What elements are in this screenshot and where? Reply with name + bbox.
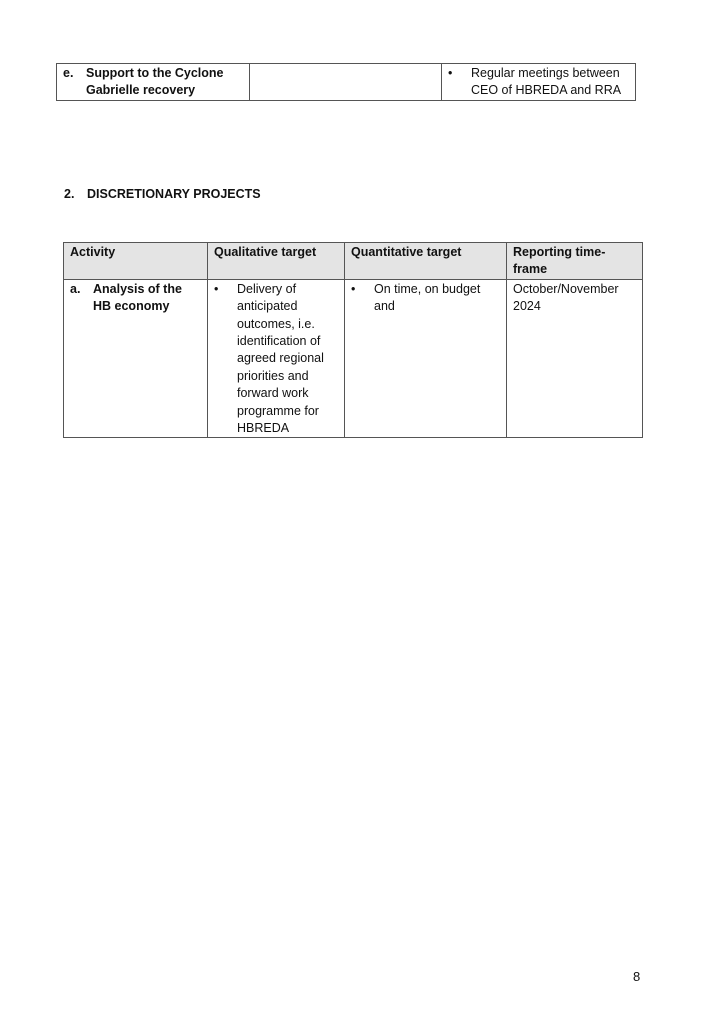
bullet-icon: • (214, 281, 219, 296)
discretionary-projects-table (63, 242, 643, 438)
bullet-icon: • (351, 281, 356, 296)
activity-text: Analysis of the HB economy (93, 281, 182, 314)
header-quantitative: Quantitative target (345, 243, 507, 280)
reporting-text: October/November 2024 (513, 281, 619, 314)
table-row (64, 279, 643, 438)
quantitative-text: On time, on budget and (374, 281, 481, 314)
table-row (57, 64, 636, 101)
header-qualitative: Qualitative target (208, 243, 345, 280)
row-letter: a. (70, 281, 81, 296)
qualitative-cell (208, 279, 345, 438)
header-activity: Activity (64, 243, 208, 280)
section-heading (64, 186, 261, 203)
continuation-table (56, 63, 636, 101)
quantitative-cell (345, 279, 507, 438)
qualitative-text: Delivery of anticipated outcomes, i.e. identification of agreed regional priorities and forward work programme for HBREDA (237, 281, 324, 436)
page-number: 8 (633, 969, 641, 984)
section-title: DISCRETIONARY PROJECTS (87, 187, 261, 201)
quantitative-cell (442, 64, 636, 101)
quantitative-text: Regular meetings between CEO of HBREDA and RRA (471, 66, 622, 98)
section-number: 2. (64, 187, 75, 201)
activity-cell (64, 279, 208, 438)
activity-text: Support to the Cyclone Gabrielle recovery (86, 66, 224, 98)
row-letter: e. (63, 66, 74, 80)
table-header-row (64, 243, 643, 280)
activity-cell (57, 64, 250, 101)
qualitative-cell (250, 64, 442, 101)
bullet-icon: • (448, 66, 453, 80)
header-reporting: Reporting time-frame (507, 243, 643, 280)
reporting-cell (507, 279, 643, 438)
qualitative-text (250, 64, 441, 65)
